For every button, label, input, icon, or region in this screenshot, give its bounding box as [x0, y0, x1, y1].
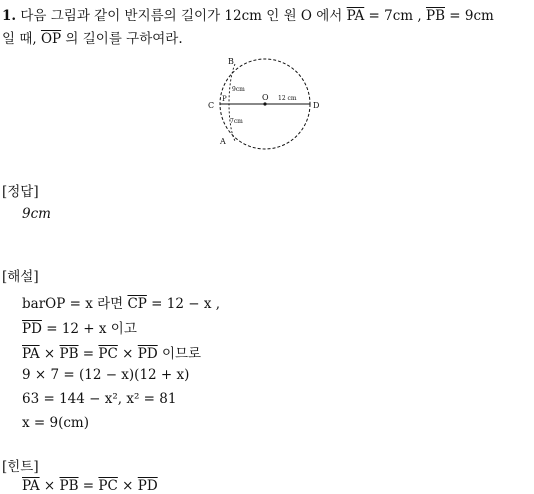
segment-pd: $\overline{PD}$	[137, 346, 158, 362]
segment-pa: $\overline{PA}$	[22, 478, 40, 494]
explanation-line-3	[22, 342, 201, 362]
label-b: B	[228, 57, 234, 66]
segment-op: $\overline{OP}$	[40, 31, 62, 47]
times-sign: ×	[117, 346, 138, 362]
equals-sign: =	[78, 478, 99, 494]
segment-pb: $\overline{PB}$	[59, 478, 79, 494]
times-sign: ×	[39, 346, 60, 362]
center-point	[263, 102, 266, 105]
hint-header: [힌트]	[2, 459, 39, 475]
hint-line	[22, 478, 158, 494]
problem-line-2	[2, 27, 183, 47]
times-sign: ×	[39, 478, 60, 494]
segment-pb: $\overline{PB}$	[425, 8, 445, 24]
segment-pc: $\overline{PC}$	[98, 478, 118, 494]
pb-length: = 9cm	[445, 8, 494, 24]
segment-pd: $\overline{PD}$	[137, 478, 158, 494]
segment-pa: $\overline{PA}$	[346, 8, 365, 24]
problem-line-1	[2, 4, 494, 24]
explanation-line-6: x = 9(cm)	[22, 415, 89, 431]
explanation-line-2	[22, 317, 137, 337]
segment-pc: $\overline{PC}$	[98, 346, 118, 362]
problem-text-2a: 일 때,	[2, 31, 41, 47]
answer-header: [정답]	[2, 184, 39, 200]
explanation-line-5: 63 = 144 − x², x² = 81	[22, 391, 177, 407]
explanation-line-4: 9 × 7 = (12 − x)(12 + x)	[22, 367, 190, 383]
answer-value: 9cm	[22, 206, 51, 222]
problem-text-2b: 의 길이를 구하여라.	[61, 31, 183, 47]
segment-cp: $\overline{CP}$	[127, 296, 147, 312]
label-pb-length: 9cm	[232, 86, 245, 93]
circle-figure	[205, 55, 330, 155]
segment-pb: $\overline{PB}$	[59, 346, 79, 362]
problem-number: 1.	[2, 8, 17, 24]
problem-text-1: 다음 그림과 같이 반지름의 길이가 12cm 인 원 O 에서	[16, 8, 347, 24]
explanation-text: = 12 − x ,	[146, 296, 221, 312]
explanation-line-1	[22, 292, 220, 312]
explanation-text: = 12 + x 이고	[41, 321, 137, 337]
equals-sign: =	[78, 346, 99, 362]
times-sign: ×	[117, 478, 138, 494]
label-d: D	[313, 101, 320, 110]
segment-pd: $\overline{PD}$	[22, 321, 42, 337]
label-o: O	[262, 93, 269, 102]
label-p: P	[222, 95, 227, 103]
pa-length: = 7cm ,	[364, 8, 426, 24]
explanation-text: barOP = x 라면	[22, 296, 128, 312]
label-c: C	[208, 101, 215, 110]
explanation-header: [해설]	[2, 269, 39, 285]
segment-pa: $\overline{PA}$	[22, 346, 40, 362]
label-pa-length: 7cm	[230, 118, 243, 125]
label-a: A	[220, 137, 226, 146]
label-od-length: 12 cm	[278, 95, 297, 102]
explanation-text: 이므로	[157, 346, 202, 362]
